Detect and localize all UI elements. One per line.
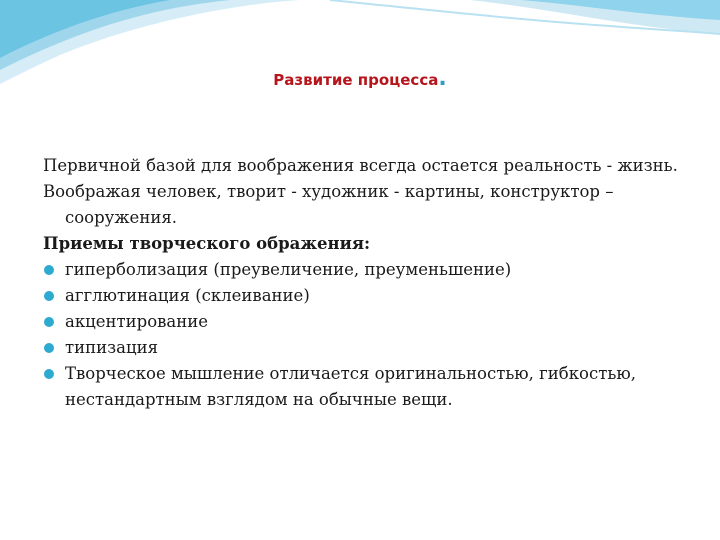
paragraph-imagining: Воображая человек, творит - художник - картины, конструктор – сооружения.	[43, 182, 614, 227]
blue-dot-icon	[44, 317, 54, 327]
list-item-text: типизация	[65, 338, 158, 357]
techniques-list	[43, 257, 693, 413]
title-dot: .	[438, 66, 447, 91]
slide-title-text: Развитие процесса	[273, 71, 439, 89]
list-item-text: агглютинация (склеивание)	[65, 286, 310, 305]
blue-dot-icon	[44, 291, 54, 301]
list-item-text: гиперболизация (преувеличение, преуменьшение)	[65, 260, 512, 279]
blue-dot-icon	[44, 343, 54, 353]
list-item	[43, 361, 693, 413]
list-item	[43, 283, 693, 309]
paragraph-reality: Первичной базой для воображения всегда остается реальность - жизнь.	[43, 156, 678, 175]
list-item	[43, 257, 693, 283]
list-item-text: акцентирование	[65, 312, 209, 331]
blue-dot-icon	[44, 369, 54, 379]
blue-dot-icon	[44, 265, 54, 275]
techniques-heading: Приемы творческого ображения:	[43, 234, 371, 253]
list-item	[43, 309, 693, 335]
list-item	[43, 335, 693, 361]
slide-title	[0, 66, 720, 91]
list-item-text: Творческое мышление отличается оригинальностью, гибкостью, нестандартным взглядом на обычные вещи.	[65, 364, 636, 409]
slide-body	[43, 153, 693, 413]
